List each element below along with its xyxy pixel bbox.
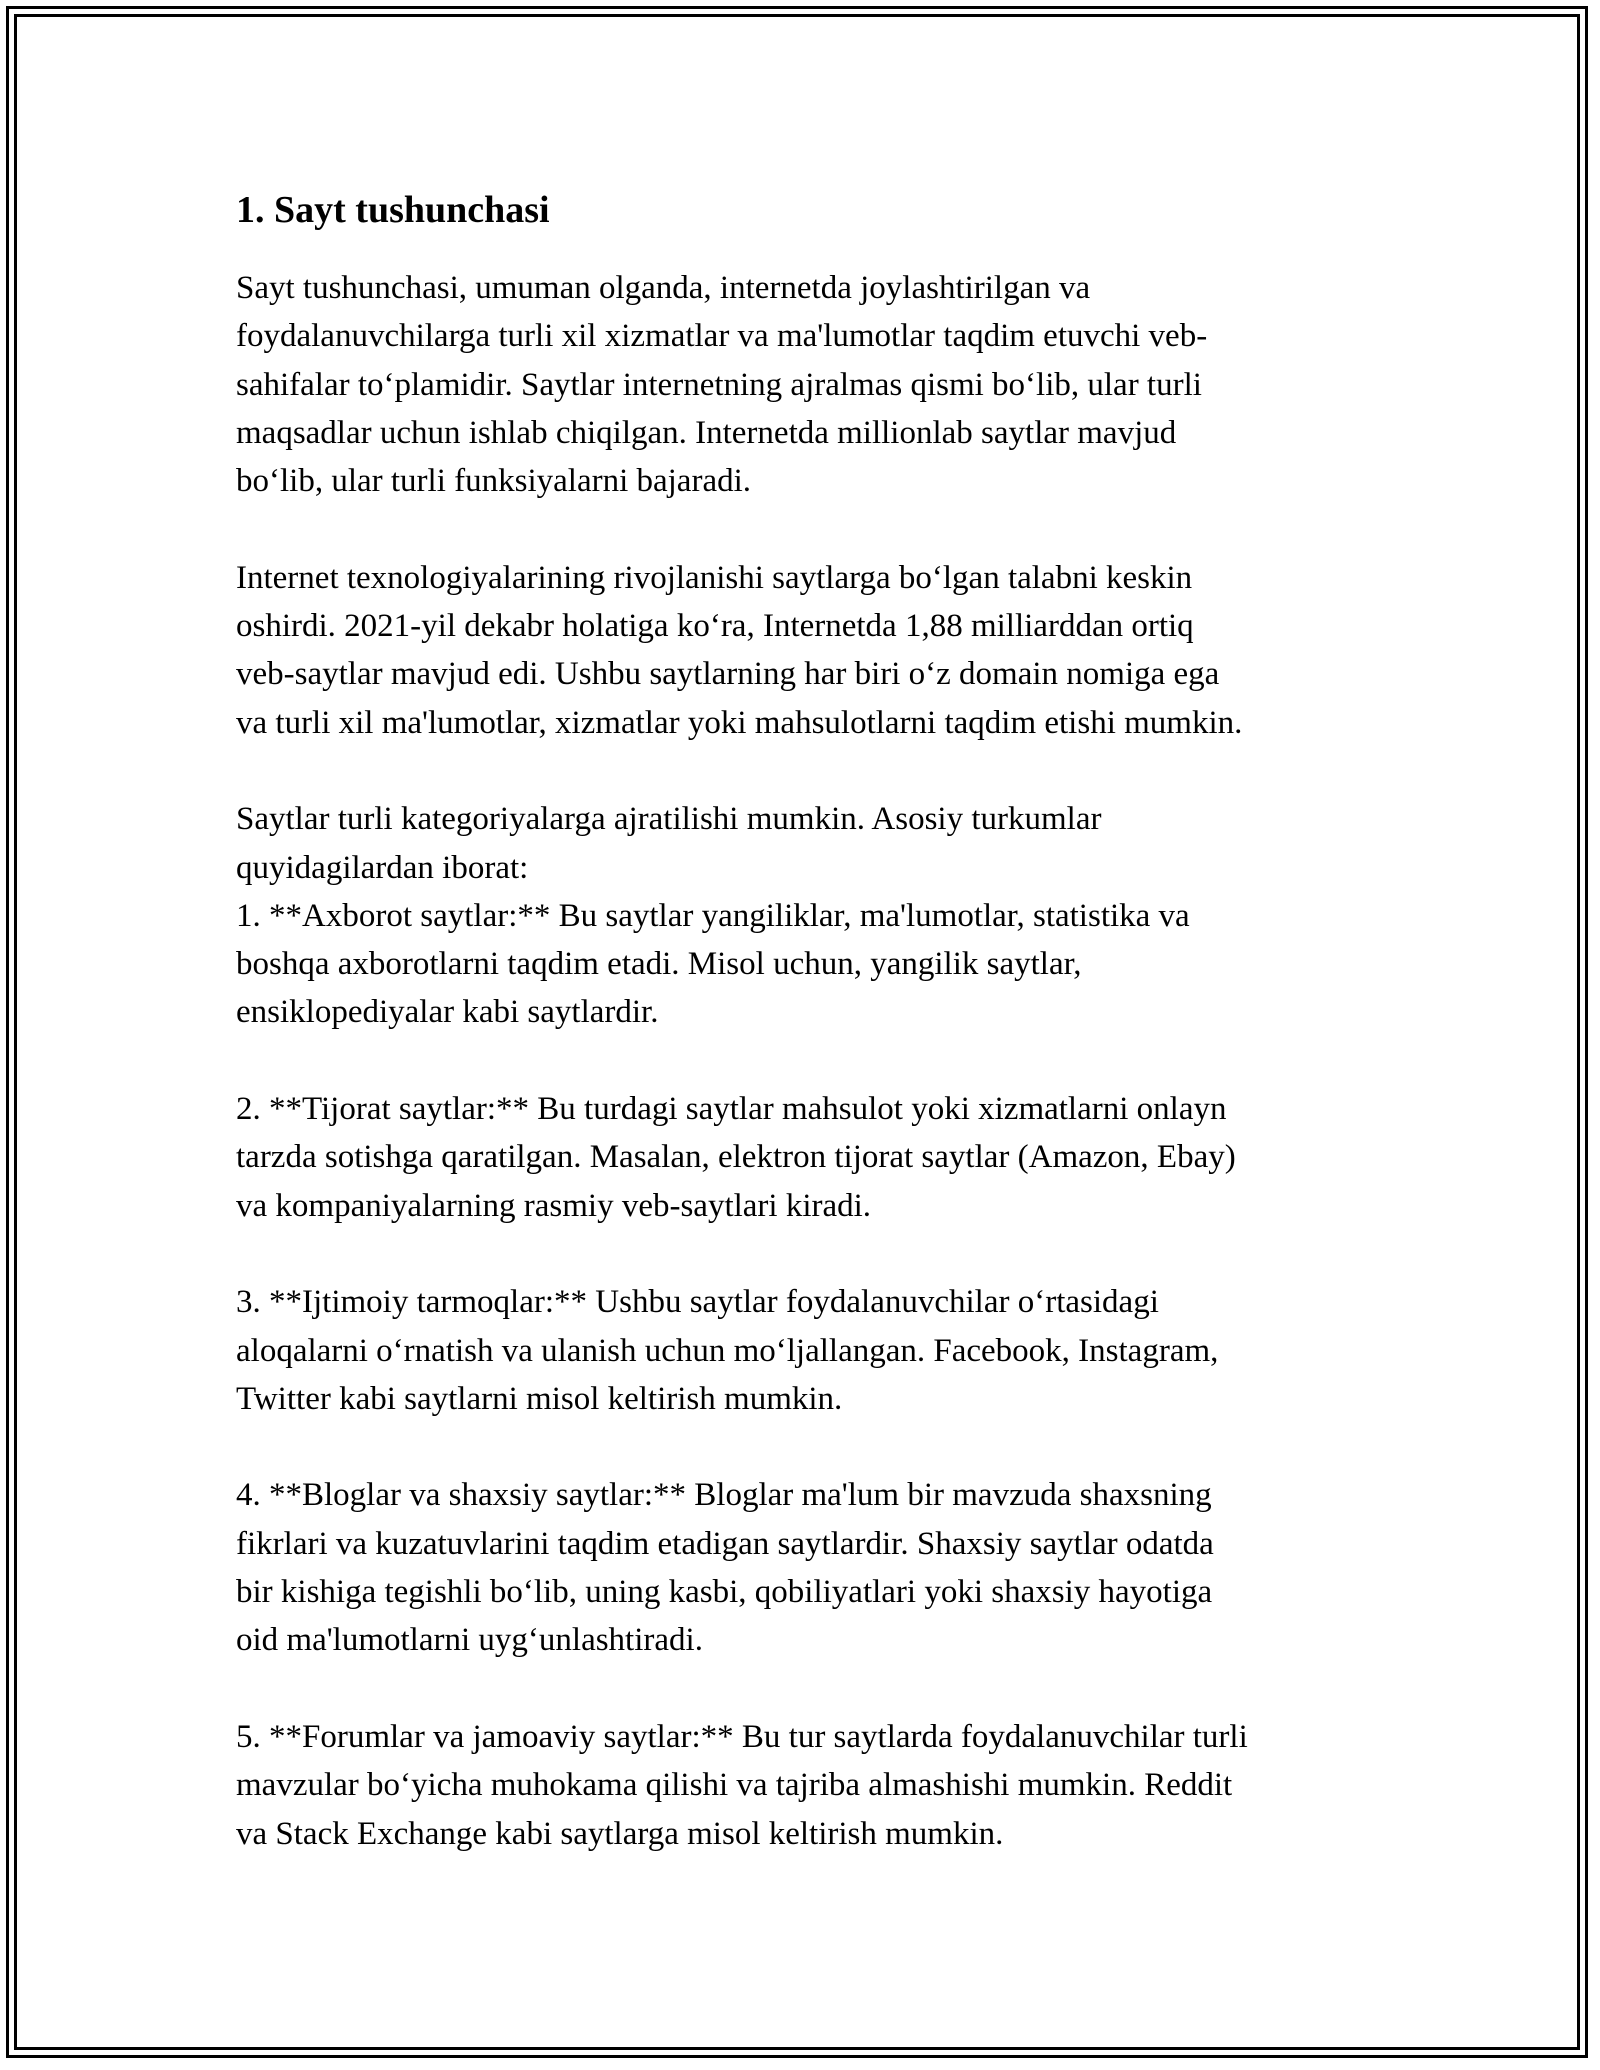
text-line: veb-saytlar mavjud edi. Ushbu saytlarning har biri o‘z domain nomiga ega — [236, 656, 1220, 693]
text-line: 1. **Axborot saytlar:** Bu saytlar yangiliklar, ma'lumotlar, statistika va — [236, 897, 1190, 934]
text-line: Twitter kabi saytlarni misol keltirish mumkin. — [236, 1380, 843, 1417]
paragraph-forums — [236, 1713, 1396, 1858]
text-line: va kompaniyalarning rasmiy veb-saytlari kiradi. — [236, 1187, 872, 1224]
text-line: Saytlar turli kategoriyalarga ajratilishi mumkin. Asosiy turkumlar — [236, 801, 1102, 838]
paragraph-intro — [236, 264, 1396, 505]
text-line: Sayt tushunchasi, umuman olganda, internetda joylashtirilgan va — [236, 270, 1091, 306]
text-line: bo‘lib, ular turli funksiyalarni bajaradi. — [236, 463, 752, 500]
text-line: boshqa axborotlarni taqdim etadi. Misol uchun, yangilik saytlar, — [236, 946, 1082, 983]
paragraph-blogs — [236, 1471, 1396, 1664]
paragraph-social-networks — [236, 1278, 1396, 1423]
text-line: va turli xil ma'lumotlar, xizmatlar yoki mahsulotlarni taqdim etishi mumkin. — [236, 704, 1243, 741]
text-line: foydalanuvchilarga turli xil xizmatlar va ma'lumotlar taqdim etuvchi veb- — [236, 318, 1208, 355]
text-line: 5. **Forumlar va jamoaviy saytlar:** Bu tur saytlarda foydalanuvchilar turli — [236, 1718, 1248, 1755]
paragraph-internet-growth — [236, 554, 1396, 747]
text-line: va Stack Exchange kabi saytlarga misol keltirish mumkin. — [236, 1815, 1004, 1852]
text-line: sahifalar to‘plamidir. Saytlar internetning ajralmas qismi bo‘lib, ular turli — [236, 366, 1202, 403]
text-line: bir kishiga tegishli bo‘lib, uning kasbi, qobiliyatlari yoki shaxsiy hayotiga — [236, 1574, 1213, 1611]
text-line: 3. **Ijtimoiy tarmoqlar:** Ushbu saytlar foydalanuvchilar o‘rtasidagi — [236, 1284, 1159, 1321]
text-line: oshirdi. 2021-yil dekabr holatiga ko‘ra, Internetda 1,88 milliarddan ortiq — [236, 608, 1194, 645]
text-line: oid ma'lumotlarni uyg‘unlashtiradi. — [236, 1622, 703, 1659]
text-line: tarzda sotishga qaratilgan. Masalan, elektron tijorat saytlar (Amazon, Ebay) — [236, 1139, 1236, 1176]
text-line: mavzular bo‘yicha muhokama qilishi va tajriba almashishi mumkin. Reddit — [236, 1767, 1233, 1804]
text-line: maqsadlar uchun ishlab chiqilgan. Internetda millionlab saytlar mavjud — [236, 414, 1177, 451]
paragraph-commerce-sites — [236, 1085, 1396, 1230]
paragraph-categories — [236, 795, 1396, 1036]
text-line: Internet texnologiyalarining rivojlanishi saytlarga bo‘lgan talabni keskin — [236, 559, 1193, 596]
text-line: aloqalarni o‘rnatish va ulanish uchun mo‘ljallangan. Facebook, Instagram, — [236, 1332, 1219, 1369]
text-line: fikrlari va kuzatuvlarini taqdim etadigan saytlardir. Shaxsiy saytlar odatda — [236, 1525, 1214, 1562]
text-line: ensiklopediyalar kabi saytlardir. — [236, 994, 659, 1031]
text-line: quyidagilardan iborat: — [236, 849, 529, 886]
text-line: 4. **Bloglar va shaxsiy saytlar:** Bloglar ma'lum bir mavzuda shaxsning — [236, 1477, 1212, 1514]
document-title: 1. Sayt tushunchasi — [236, 189, 550, 231]
text-line: 2. **Tijorat saytlar:** Bu turdagi saytlar mahsulot yoki xizmatlarni onlayn — [236, 1091, 1227, 1128]
document-body — [236, 186, 1396, 1906]
